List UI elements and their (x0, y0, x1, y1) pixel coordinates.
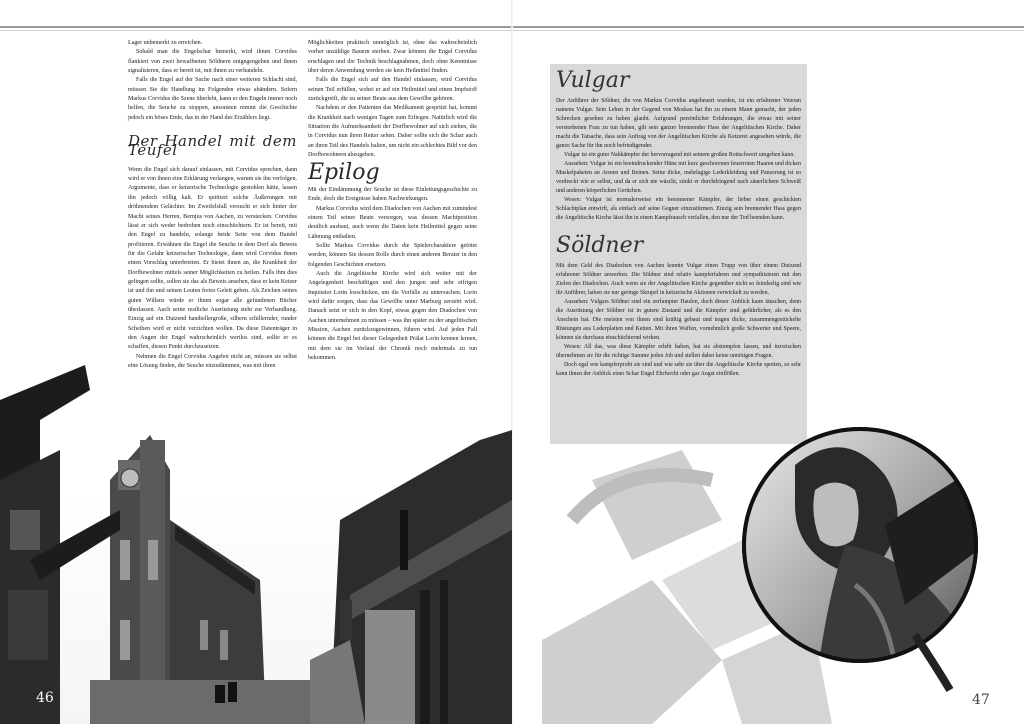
paragraph: Möglichkeiten praktisch unmöglich ist, ohne das wahrscheinlich vorher unzählige Bauern sterben. Zwar können die Engel Corvidus erschlagen und die Technik beschlagnahmen, doch ohne Kenntnisse über deren Anwendung werden sie kein Heilmittel finden. (308, 40, 477, 75)
paragraph: Falls die Engel sich auf den Handel einlassen, wird Corvidus seinen Teil erfüllen, wobei er auf ein Heilmittel und einen Impfstoff zurückgreift, die zu seiner Beute aus dem Gewölbe gehören. (308, 77, 477, 103)
paragraph: Auch die Angelitische Kirche wird sich weiter mit der Angelegenheit beschäftigen und den jungen und sehr eifrigen Inquisitor Lorin losschicken, um die Vorfälle zu untersuchen. Lorin wird dafür sorgen, dass das Gewölbe unter Marburg zerstört wird. Danach setzt er sich in den Kopf, etwas gegen den Diadochen von Aachen unternehmen zu müssen – was ihn später zu der angelitischen Mission, Aachen zurückzugewinnen, führen wird. Auf jeden Fall können die Engel bei dieser Gelegenheit Prälat Lorin kennen lernen, mit dem sie im Verlauf der Chronik noch mehrmals zu tun bekommen. (308, 270, 477, 361)
paragraph: Nachdem er den Patienten das Medikament gespritzt hat, kommt die Krankheit nach wenigen Tagen zum Erliegen. Natürlich wird die Situation die Aufmerksamkeit der Dorfbewohner auf sich ziehen, die in Corvidus nun ihren Retter sehen. Daher sollte sich die Schar auch an ihren Teil des Handels halten, um nicht ein schlechtes Bild vor den Dorfbewohnern abzugeben. (308, 105, 477, 159)
paragraph: Doch egal wie kampferprobt sie sind und wie sehr sie über die Angelitische Kirche spotten, so sehr kann ihnen der Anblick einer Schar Engel Ehrfurcht oder gar Angst einflößen. (556, 362, 801, 377)
left-column-2 (308, 39, 477, 363)
paragraph: Vulgar ist ein guter Nahkämpfer der hervorragend mit seinem großen Rottschwert umgehen kann. (564, 152, 795, 158)
paragraph: Sollte Markus Corvidus durch die Spielercharaktere getötet werden, können Sie dessen Rolle durch einen anderen Berater in den folgenden Geschichten ersetzen. (308, 242, 477, 268)
vulgar-portrait-illustration (735, 405, 995, 695)
page-number-left: 46 (36, 690, 54, 706)
paragraph: Wesen: All das, was diese Kämpfer erlebt haben, hat sie abstumpfen lassen, und inzwischen übernehmen sie für die richtige Summe jeden Job und stellen dabei keine unnötigen Fragen. (556, 344, 801, 359)
section-heading-handel: Der Handel mit dem Teufel (128, 132, 297, 160)
section-heading-epilog: Epilog (308, 160, 380, 186)
paragraph: Der Anführer der Söldner, die von Markus Corvidus angeheuert wurden, ist ein erfahrener Veteran namens Vulgar. Sein Leben in der Gegend von Moskau hat ihn zu einem Mann gemacht, der jeden Schrecken gesehen zu haben glaubt. Aufgrund persönlicher Erfahrungen, die etwas mit seiner verstorbenen Frau zu tun haben, gilt sein ganzer brennender Hass der Angelitischen Kirche. Daher macht die Tatsache, dass sein Auftrag von der Angelitischen Kirche als Ketzerei angesehen würde, die ganze Sache für ihn noch befriedigender. (556, 98, 801, 149)
paragraph: Aussehen: Vulgar ist ein beeindruckender Hüne mit kurz geschorenen feuerroten Haaren und dicken Muskelpaketen an Armen und Beinen. Seine dicke, mehrlagige Lederkleidung und Panzerung ist so verdreckt wie er selbst, und da er sich nie wäscht, stinkt er durchdringend nach säuerlichem Schweiß und anderen körperlichen Gerüchen. (556, 161, 801, 194)
left-column-1 (128, 39, 297, 371)
info-box (550, 64, 807, 444)
paragraph: Mit der Eindämmung der Seuche ist diese Einleitungsgeschichte zu Ende, doch die Ereignisse haben Nachwirkungen. (308, 186, 477, 203)
town-illustration (0, 360, 512, 724)
paragraph: Falls die Engel auf der Suche nach einer weiteren Schlacht sind, müssen Sie die Handlung im Folgenden etwas abändern. Sofern Markus Corvidus die Szene überlebt, kann er den Engeln immer noch helfen, die Seuche zu stoppen, ansonsten nimmt die Geschichte jedoch ein böses Ende, das in der Hand des Erzählers liegt. (128, 77, 297, 121)
paragraph: Aussehen: Vulgars Söldner sind ein zerlumpter Haufen, doch dieser Anblick kann täuschen, denn die Ausrüstung der Söldner ist in gutem Zustand und die Kämpfer sind gefährlicher, als es den Anschein hat. Die meisten von ihnen sind kräftig gebaut und tragen dicke, zusammengestückelte Rüstungen aus Lederplatten und Ketten. Mit ihren Waffen, vornehmlich große Schwerter und Speere, können sie durchaus einschüchternd wirken. (556, 299, 801, 341)
paragraph: Lager unbemerkt zu erreichen. (128, 40, 203, 46)
paragraph: Sobald man die Engelschar bemerkt, wird ihnen Corvidus flankiert von zwei bewaffneten Söldnern entgegengehen und ihnen signalisieren, dass er bereit ist, mit ihnen zu verhandeln. (128, 49, 297, 75)
section-heading-soeldner: Söldner (556, 233, 644, 258)
paragraph: Nehmen die Engel Corvidus Angebot nicht an, müssen sie selbst eine Lösung finden, die Seuche einzudämmen, was mit ihren (128, 353, 297, 369)
paragraph: Mit dem Geld des Diadochen von Aachen konnte Vulgar einen Trupp von über einem Dutzend erfahrener Söldner anwerben. Die Söldner sind relativ kampferfahren und sympathisieren mit den Zielen des Diadochen. Auch wenn sie der Angelitischen Kirche gegenüber nicht so feindselig sind wie ihr Anführer, haben sie nur geringe Skrupel in ketzerische Aktionen verwickelt zu werden. (556, 263, 801, 296)
vulgar-text (550, 97, 807, 223)
section-heading-vulgar: Vulgar (556, 68, 630, 93)
soeldner-text (550, 262, 807, 379)
paragraph: Markus Corvidus wird dem Diadochen von Aachen mit zumindest einem Teil seiner Beute versorgen, was dessen Machtposition deutlich ausbaut, auch wenn die Daten kein Heilmittel gegen seine Lähmung enthalten. (308, 205, 477, 240)
paragraph: Wenn die Engel sich darauf einlassen, mit Corvidus sprechen, dann wird er von ihnen eine Erklärung verlangen, warum sie ihn verfolgen. Argumente, dass er ketzerische Technologie gestohlen hätte, lassen ihn jedoch völlig kalt. Er quittiert solche Äußerungen mit dröhnendem Gelächter. Im Zweifelsfall versucht er sich hinter der Macht seines Herren, Bernjus von Aachen, zu verstecken. Corvidus lässt er sich weder bedrohen noch einschüchtern. Er ist bereit, mit den Engel zu handeln, solange beide Seite von dem Handel profitieren. Erwähnen die Engel die Seuche in dem Dorf als Beweis für die Gefahr ketzerischer Technologie, dann wird Corvidus ihnen einen Vorschlag unterbreiten. Er bietet ihnen an, die Krankheit der Dorfbewohner mittels seiner Möglichkeiten zu heilen. Falls ihm dies gelingen sollte, sollen sie das als Beweis ansehen, dass er kein Ketzer ist und ihn und seinen Leuten freies Geleit geben. Als Zeichen seines guten Willens würde er ihnen sogar alle gefundenen Bücher überlassen. Auch seine restliche Ausrüstung steht zur Verhandlung. Einzig auf ein Dutzend handtellergroße, silbern schillernder, runder Scheiben wird er nicht verzichten wollen. Da diese Datenträger in den Augen der Engel wahrscheinlich wertlos sind, sollte er es schaffen, diesen Punkt durchzusetzen. (128, 166, 297, 351)
page-number-right: 47 (972, 692, 990, 708)
paragraph: Wesen: Vulgar ist normalerweise ein besonnener Kämpfer, der lieber einen geschickten Schlachtplan entwirft, als einfach auf seine Gegner einzustürmen. Einzig sein brennender Hass gegen die Angelitische Kirche lässt ihn in einen Kampfrausch verfallen, den nur der Tod beenden kann. (556, 197, 801, 221)
